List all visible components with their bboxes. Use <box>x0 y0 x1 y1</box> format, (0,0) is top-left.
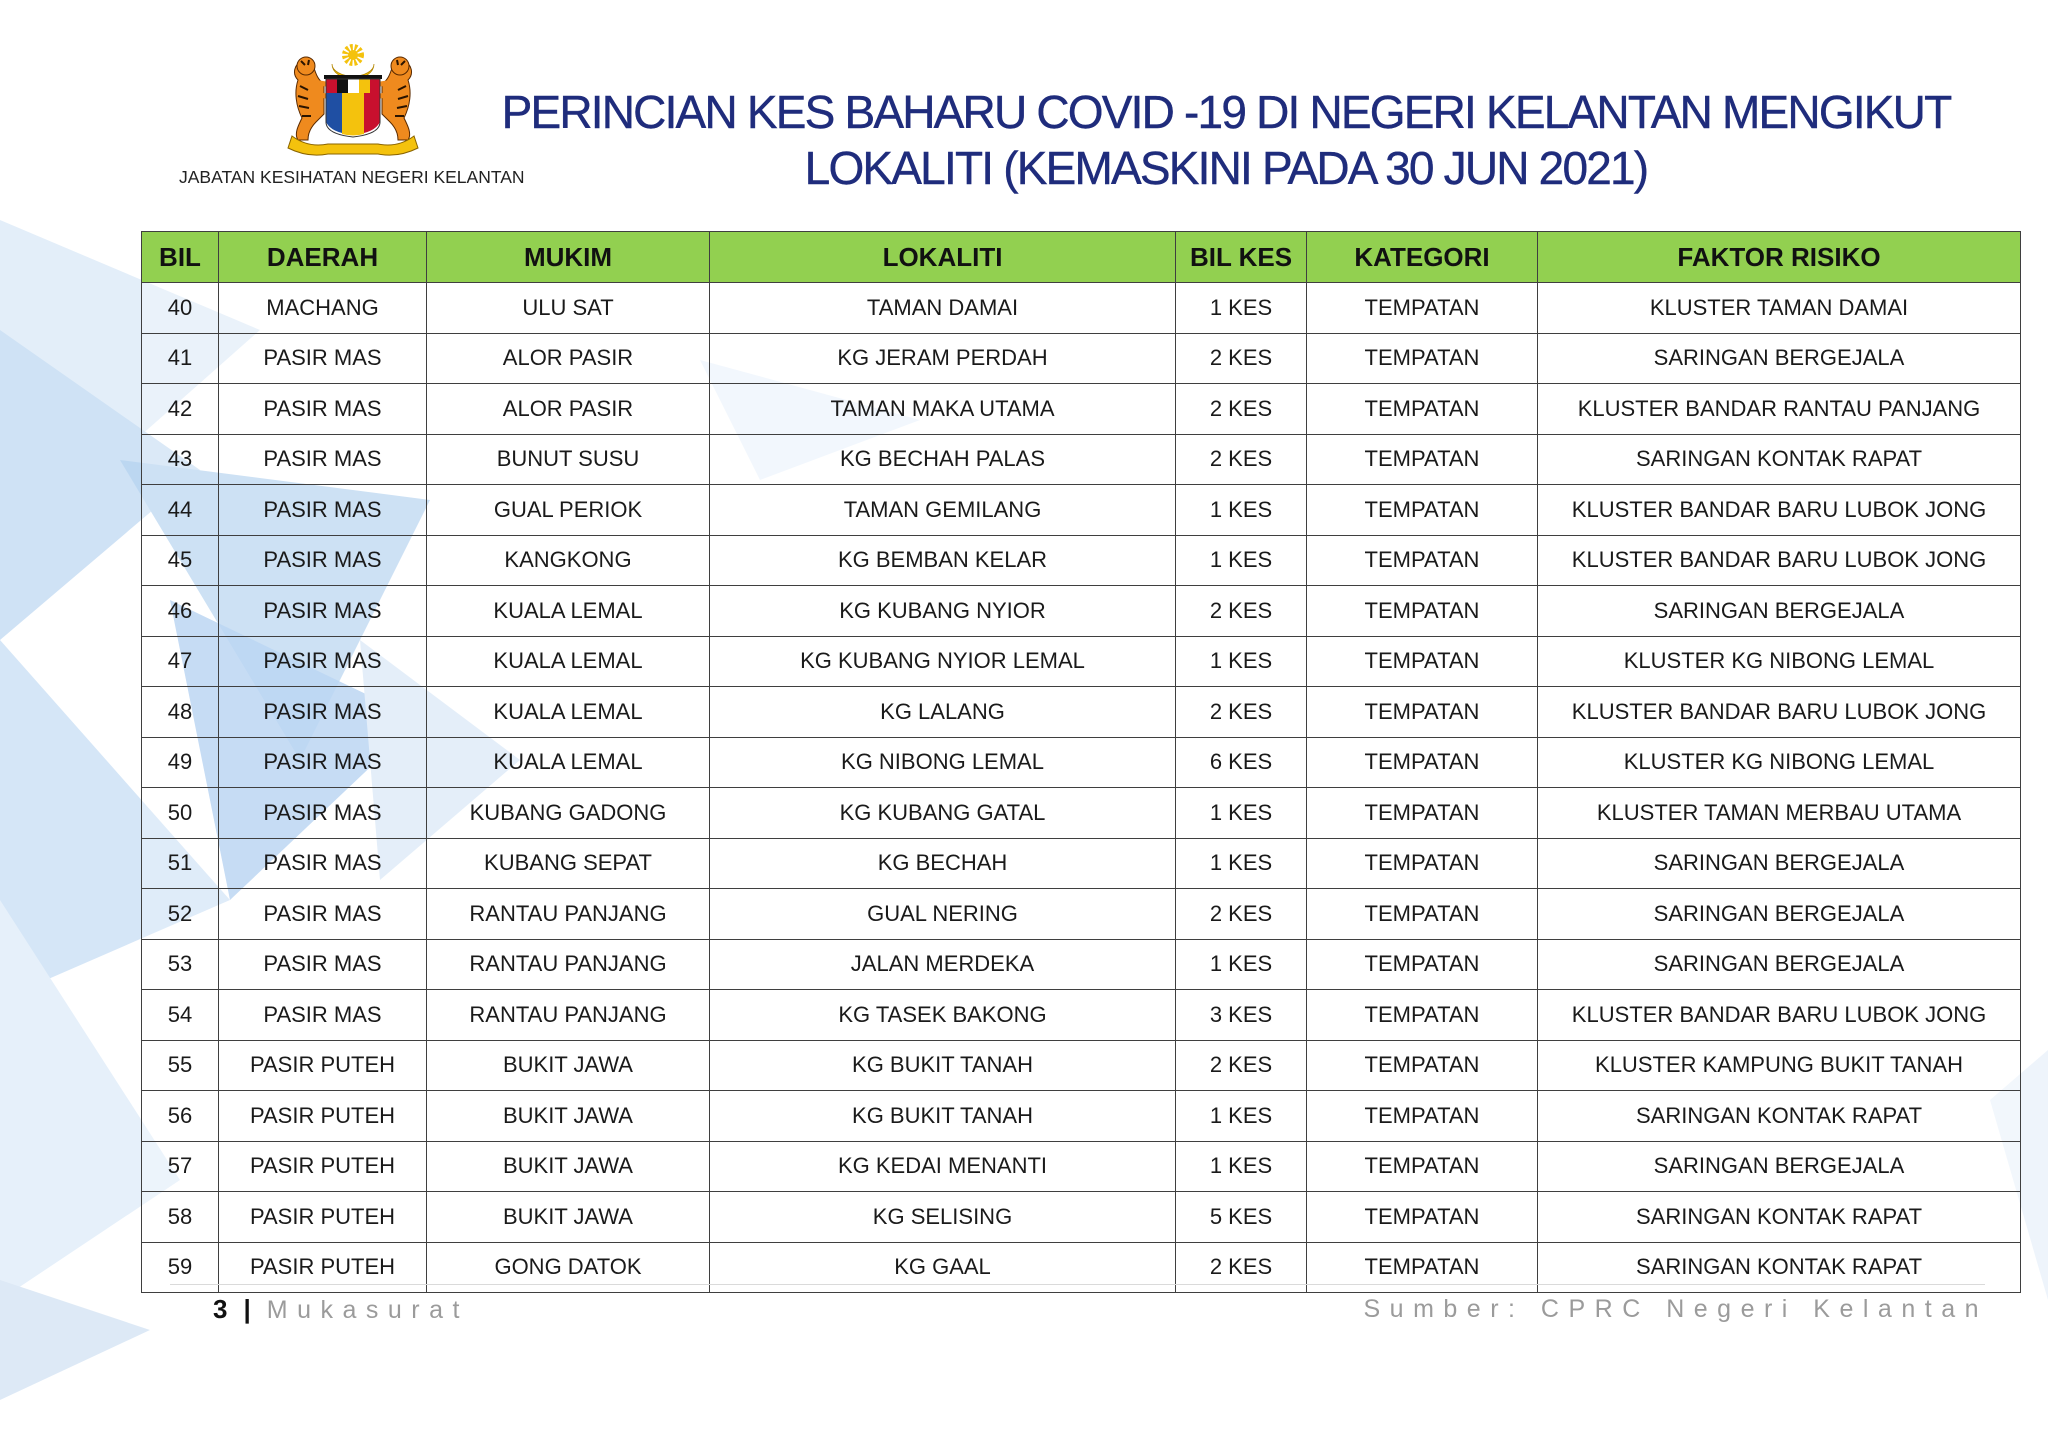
bil-cell: 53 <box>142 939 219 990</box>
bil-kes-cell: 2 KES <box>1176 586 1307 637</box>
bil-cell: 57 <box>142 1141 219 1192</box>
daerah-cell: PASIR MAS <box>219 788 427 839</box>
faktor-risiko-cell: SARINGAN BERGEJALA <box>1538 939 2021 990</box>
faktor-risiko-cell: SARINGAN BERGEJALA <box>1538 333 2021 384</box>
kategori-cell: TEMPATAN <box>1307 636 1538 687</box>
source-credit: Sumber: CPRC Negeri Kelantan <box>1363 1295 1988 1323</box>
lokaliti-cell: KG KUBANG NYIOR <box>710 586 1176 637</box>
mukim-cell: BUKIT JAWA <box>427 1192 710 1243</box>
lokaliti-cell: TAMAN MAKA UTAMA <box>710 384 1176 435</box>
department-name: JABATAN KESIHATAN NEGERI KELANTAN <box>179 167 525 187</box>
cases-table <box>141 231 2021 1293</box>
faktor-risiko-cell: KLUSTER TAMAN DAMAI <box>1538 283 2021 334</box>
bil-cell: 52 <box>142 889 219 940</box>
daerah-cell: PASIR MAS <box>219 990 427 1041</box>
mukim-cell: KUALA LEMAL <box>427 586 710 637</box>
daerah-cell: PASIR MAS <box>219 838 427 889</box>
lokaliti-cell: KG BUKIT TANAH <box>710 1091 1176 1142</box>
bil-cell: 41 <box>142 333 219 384</box>
faktor-risiko-cell: KLUSTER BANDAR BARU LUBOK JONG <box>1538 990 2021 1041</box>
lokaliti-cell: JALAN MERDEKA <box>710 939 1176 990</box>
kategori-cell: TEMPATAN <box>1307 283 1538 334</box>
bil-cell: 55 <box>142 1040 219 1091</box>
column-header-lokaliti: LOKALITI <box>710 232 1176 283</box>
daerah-cell: PASIR PUTEH <box>219 1040 427 1091</box>
table-row <box>142 434 2021 485</box>
page-label: Mukasurat <box>266 1296 469 1324</box>
bil-kes-cell: 2 KES <box>1176 889 1307 940</box>
bil-cell: 46 <box>142 586 219 637</box>
table-row <box>142 333 2021 384</box>
table-row <box>142 283 2021 334</box>
daerah-cell: PASIR PUTEH <box>219 1141 427 1192</box>
page-footer <box>213 1292 469 1326</box>
kategori-cell: TEMPATAN <box>1307 838 1538 889</box>
lokaliti-cell: KG NIBONG LEMAL <box>710 737 1176 788</box>
column-header-faktor-risiko: FAKTOR RISIKO <box>1538 232 2021 283</box>
mukim-cell: KUALA LEMAL <box>427 636 710 687</box>
mukim-cell: BUKIT JAWA <box>427 1141 710 1192</box>
faktor-risiko-cell: SARINGAN BERGEJALA <box>1538 838 2021 889</box>
lokaliti-cell: KG BUKIT TANAH <box>710 1040 1176 1091</box>
bil-cell: 51 <box>142 838 219 889</box>
daerah-cell: PASIR MAS <box>219 535 427 586</box>
daerah-cell: PASIR PUTEH <box>219 1192 427 1243</box>
kategori-cell: TEMPATAN <box>1307 485 1538 536</box>
lokaliti-cell: KG TASEK BAKONG <box>710 990 1176 1041</box>
mukim-cell: ALOR PASIR <box>427 384 710 435</box>
lokaliti-cell: KG GAAL <box>710 1242 1176 1293</box>
faktor-risiko-cell: KLUSTER BANDAR BARU LUBOK JONG <box>1538 687 2021 738</box>
bil-cell: 45 <box>142 535 219 586</box>
lokaliti-cell: GUAL NERING <box>710 889 1176 940</box>
mukim-cell: BUKIT JAWA <box>427 1040 710 1091</box>
daerah-cell: PASIR PUTEH <box>219 1242 427 1293</box>
bil-kes-cell: 1 KES <box>1176 788 1307 839</box>
bil-kes-cell: 5 KES <box>1176 1192 1307 1243</box>
mukim-cell: GONG DATOK <box>427 1242 710 1293</box>
mukim-cell: RANTAU PANJANG <box>427 990 710 1041</box>
faktor-risiko-cell: KLUSTER TAMAN MERBAU UTAMA <box>1538 788 2021 839</box>
bil-kes-cell: 1 KES <box>1176 1141 1307 1192</box>
lokaliti-cell: TAMAN GEMILANG <box>710 485 1176 536</box>
table-row <box>142 939 2021 990</box>
kategori-cell: TEMPATAN <box>1307 384 1538 435</box>
faktor-risiko-cell: KLUSTER BANDAR BARU LUBOK JONG <box>1538 485 2021 536</box>
mukim-cell: RANTAU PANJANG <box>427 939 710 990</box>
lokaliti-cell: KG KUBANG GATAL <box>710 788 1176 839</box>
mukim-cell: KUBANG SEPAT <box>427 838 710 889</box>
faktor-risiko-cell: SARINGAN KONTAK RAPAT <box>1538 1091 2021 1142</box>
kategori-cell: TEMPATAN <box>1307 1242 1538 1293</box>
page-title <box>440 84 2012 196</box>
bil-cell: 58 <box>142 1192 219 1243</box>
lokaliti-cell: KG KUBANG NYIOR LEMAL <box>710 636 1176 687</box>
lokaliti-cell: KG BEMBAN KELAR <box>710 535 1176 586</box>
bil-kes-cell: 2 KES <box>1176 333 1307 384</box>
daerah-cell: PASIR MAS <box>219 434 427 485</box>
faktor-risiko-cell: SARINGAN KONTAK RAPAT <box>1538 1242 2021 1293</box>
footer-divider <box>170 1284 1985 1285</box>
page-separator: | <box>243 1294 251 1324</box>
table-row <box>142 636 2021 687</box>
table-row <box>142 737 2021 788</box>
kategori-cell: TEMPATAN <box>1307 990 1538 1041</box>
kategori-cell: TEMPATAN <box>1307 434 1538 485</box>
kategori-cell: TEMPATAN <box>1307 939 1538 990</box>
bil-kes-cell: 2 KES <box>1176 1242 1307 1293</box>
daerah-cell: PASIR PUTEH <box>219 1091 427 1142</box>
faktor-risiko-cell: SARINGAN KONTAK RAPAT <box>1538 434 2021 485</box>
daerah-cell: PASIR MAS <box>219 939 427 990</box>
kategori-cell: TEMPATAN <box>1307 788 1538 839</box>
table-row <box>142 535 2021 586</box>
kategori-cell: TEMPATAN <box>1307 737 1538 788</box>
table-row <box>142 687 2021 738</box>
bil-cell: 59 <box>142 1242 219 1293</box>
bil-kes-cell: 1 KES <box>1176 283 1307 334</box>
lokaliti-cell: KG JERAM PERDAH <box>710 333 1176 384</box>
bil-cell: 47 <box>142 636 219 687</box>
column-header-mukim: MUKIM <box>427 232 710 283</box>
bil-kes-cell: 1 KES <box>1176 485 1307 536</box>
bil-kes-cell: 2 KES <box>1176 384 1307 435</box>
mukim-cell: ULU SAT <box>427 283 710 334</box>
table-row <box>142 1141 2021 1192</box>
lokaliti-cell: KG SELISING <box>710 1192 1176 1243</box>
bil-cell: 50 <box>142 788 219 839</box>
bil-cell: 54 <box>142 990 219 1041</box>
daerah-cell: PASIR MAS <box>219 333 427 384</box>
mukim-cell: KUALA LEMAL <box>427 737 710 788</box>
faktor-risiko-cell: KLUSTER KG NIBONG LEMAL <box>1538 636 2021 687</box>
kategori-cell: TEMPATAN <box>1307 1141 1538 1192</box>
table-row <box>142 990 2021 1041</box>
kategori-cell: TEMPATAN <box>1307 535 1538 586</box>
mukim-cell: GUAL PERIOK <box>427 485 710 536</box>
mukim-cell: BUKIT JAWA <box>427 1091 710 1142</box>
table-row <box>142 1040 2021 1091</box>
bil-kes-cell: 1 KES <box>1176 535 1307 586</box>
lokaliti-cell: TAMAN DAMAI <box>710 283 1176 334</box>
bil-cell: 42 <box>142 384 219 435</box>
mukim-cell: RANTAU PANJANG <box>427 889 710 940</box>
daerah-cell: PASIR MAS <box>219 636 427 687</box>
lokaliti-cell: KG KEDAI MENANTI <box>710 1141 1176 1192</box>
daerah-cell: PASIR MAS <box>219 485 427 536</box>
bil-kes-cell: 2 KES <box>1176 687 1307 738</box>
kategori-cell: TEMPATAN <box>1307 687 1538 738</box>
daerah-cell: PASIR MAS <box>219 384 427 435</box>
mukim-cell: KUBANG GADONG <box>427 788 710 839</box>
faktor-risiko-cell: KLUSTER KG NIBONG LEMAL <box>1538 737 2021 788</box>
daerah-cell: MACHANG <box>219 283 427 334</box>
table-row <box>142 1192 2021 1243</box>
table-row <box>142 788 2021 839</box>
faktor-risiko-cell: KLUSTER KAMPUNG BUKIT TANAH <box>1538 1040 2021 1091</box>
kategori-cell: TEMPATAN <box>1307 889 1538 940</box>
mukim-cell: BUNUT SUSU <box>427 434 710 485</box>
table-row <box>142 384 2021 435</box>
table-row <box>142 586 2021 637</box>
kategori-cell: TEMPATAN <box>1307 1040 1538 1091</box>
page-number: 3 <box>213 1294 228 1324</box>
kategori-cell: TEMPATAN <box>1307 586 1538 637</box>
coat-of-arms-icon <box>268 44 438 164</box>
table-row <box>142 1091 2021 1142</box>
table-body <box>142 283 2021 1293</box>
column-header-daerah: DAERAH <box>219 232 427 283</box>
column-header-bil: BIL <box>142 232 219 283</box>
bil-kes-cell: 2 KES <box>1176 1040 1307 1091</box>
faktor-risiko-cell: KLUSTER BANDAR RANTAU PANJANG <box>1538 384 2021 435</box>
mukim-cell: KUALA LEMAL <box>427 687 710 738</box>
mukim-cell: ALOR PASIR <box>427 333 710 384</box>
faktor-risiko-cell: KLUSTER BANDAR BARU LUBOK JONG <box>1538 535 2021 586</box>
table-header-row <box>142 232 2021 283</box>
daerah-cell: PASIR MAS <box>219 737 427 788</box>
kategori-cell: TEMPATAN <box>1307 1192 1538 1243</box>
bil-cell: 49 <box>142 737 219 788</box>
bil-kes-cell: 1 KES <box>1176 636 1307 687</box>
faktor-risiko-cell: SARINGAN KONTAK RAPAT <box>1538 1192 2021 1243</box>
bil-cell: 44 <box>142 485 219 536</box>
title-line-2: LOKALITI (KEMASKINI PADA 30 JUN 2021) <box>804 142 1648 194</box>
bil-kes-cell: 1 KES <box>1176 939 1307 990</box>
lokaliti-cell: KG BECHAH PALAS <box>710 434 1176 485</box>
bil-kes-cell: 3 KES <box>1176 990 1307 1041</box>
bil-cell: 48 <box>142 687 219 738</box>
lokaliti-cell: KG LALANG <box>710 687 1176 738</box>
kategori-cell: TEMPATAN <box>1307 1091 1538 1142</box>
bil-cell: 40 <box>142 283 219 334</box>
kategori-cell: TEMPATAN <box>1307 333 1538 384</box>
bil-cell: 56 <box>142 1091 219 1142</box>
mukim-cell: KANGKONG <box>427 535 710 586</box>
daerah-cell: PASIR MAS <box>219 687 427 738</box>
bil-cell: 43 <box>142 434 219 485</box>
bil-kes-cell: 6 KES <box>1176 737 1307 788</box>
column-header-kategori: KATEGORI <box>1307 232 1538 283</box>
daerah-cell: PASIR MAS <box>219 586 427 637</box>
bil-kes-cell: 2 KES <box>1176 434 1307 485</box>
faktor-risiko-cell: SARINGAN BERGEJALA <box>1538 1141 2021 1192</box>
table-row <box>142 485 2021 536</box>
table-row <box>142 889 2021 940</box>
faktor-risiko-cell: SARINGAN BERGEJALA <box>1538 889 2021 940</box>
column-header-bil-kes: BIL KES <box>1176 232 1307 283</box>
table-row <box>142 838 2021 889</box>
daerah-cell: PASIR MAS <box>219 889 427 940</box>
title-line-1: PERINCIAN KES BAHARU COVID -19 DI NEGERI KELANTAN MENGIKUT <box>501 86 1951 138</box>
bil-kes-cell: 1 KES <box>1176 838 1307 889</box>
bil-kes-cell: 1 KES <box>1176 1091 1307 1142</box>
faktor-risiko-cell: SARINGAN BERGEJALA <box>1538 586 2021 637</box>
lokaliti-cell: KG BECHAH <box>710 838 1176 889</box>
